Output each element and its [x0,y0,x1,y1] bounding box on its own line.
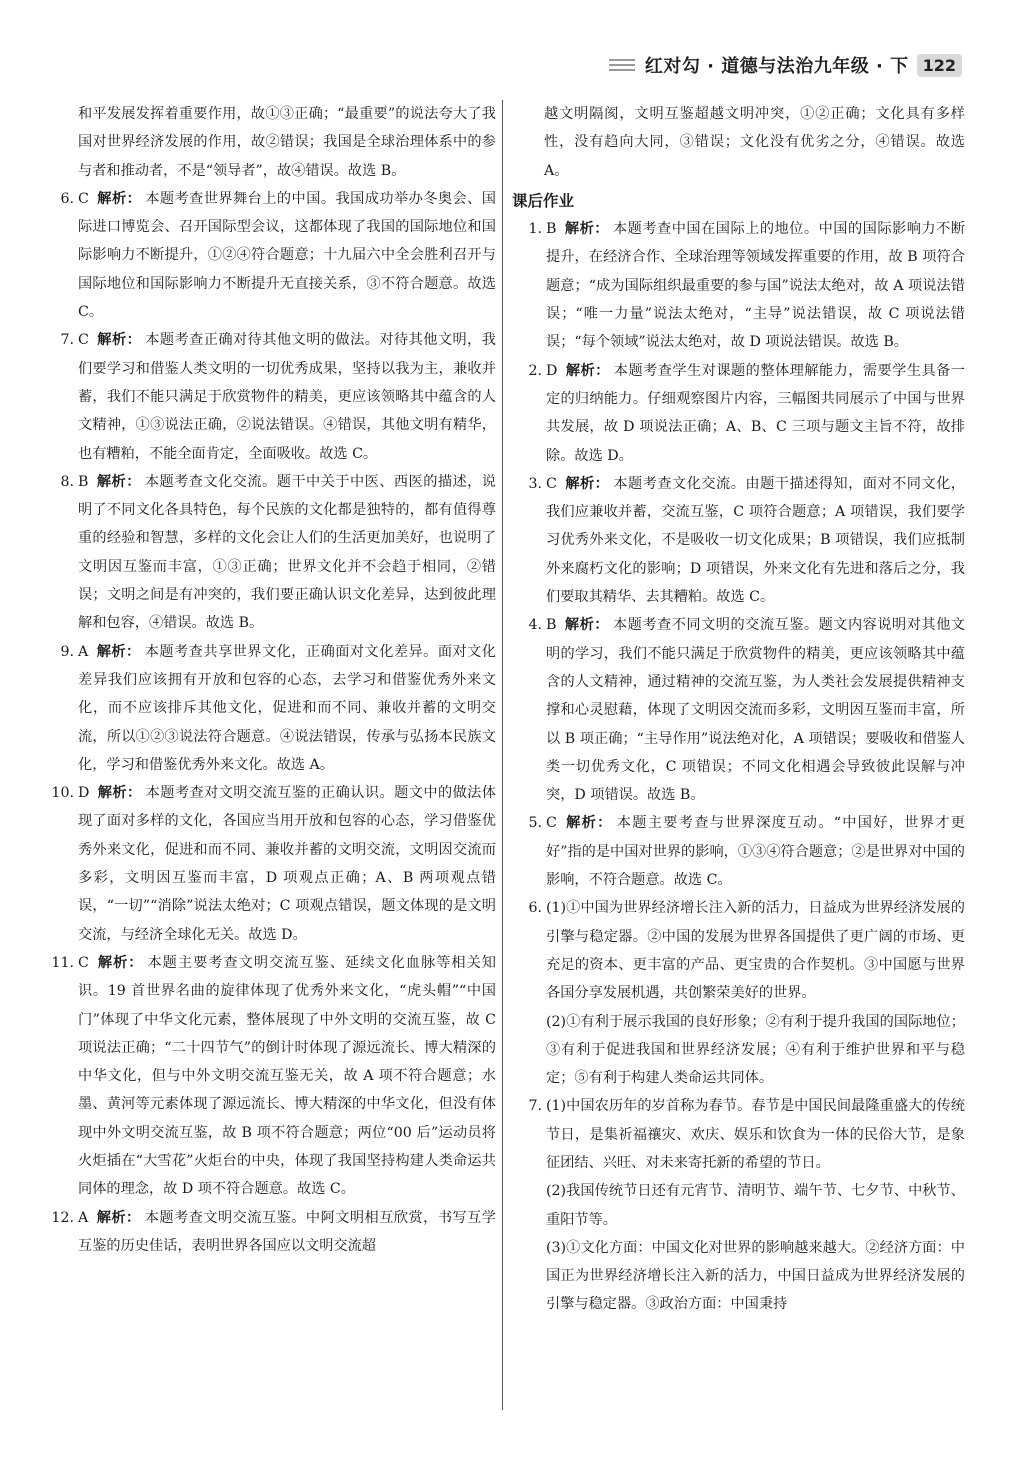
analysis-label: 解析： [96,1209,141,1226]
part-text: (2)我国传统节日还有元宵节、清明节、端午节、七夕节、中秋节、重阳节等。 [546,1183,965,1228]
part-text: (1)①中国为世界经济增长注入新的活力，日益成为世界经济发展的引擎与稳定器。②中国的发展为世界各国提供了更广阔的市场、更充足的资本、更丰富的产品、更宝贵的合作契机。③中国愿与世界各国分享发展机遇，共创繁荣美好的世界。 [546,900,965,1002]
item-number: 8. [60,473,74,490]
page-header [609,50,962,80]
continuation-text: 越文明隔阂，文明互鉴超越文明冲突，①②正确；文化具有多样性，没有趋向大同，③错误；文化没有优劣之分，④错误。故选 A。 [544,106,965,179]
answer-item [44,779,496,949]
analysis-text: 本题考查文明交流互鉴。中阿文明相互欣赏，书写互学互鉴的历史佳话，表明世界各国应以文明交流超 [78,1209,496,1254]
answer-item [510,215,965,356]
analysis-text: 本题主要考查文明交流互鉴、延续文化血脉等相关知识。19 首世界名曲的旋律体现了优秀外来文化，“虎头帽”“中国门”体现了中华文化元素，整体展现了中外文明的交流互鉴，故 C 项说法正确；“二十四节气”的倒计时体现了源远流长、博大精深的中华文化，但与中外文明交流互鉴无关，故 A 项不符合题意；水墨、黄河等元素体现了源远流长、博大精深的中华文化，但没有体现中外文明交流互鉴，故 B 项不符合题意；两位“00 后”运动员将火炬插在“大雪花”火炬台的中央，体现了我国坚持构建人类命运共同体的理念，故 D 项不符合题意。故选 C。 [78,954,496,1198]
section-title: 课后作业 [512,191,575,210]
answer-item [44,1204,496,1261]
item-number: 4. [528,617,542,634]
answer-letter: C [546,475,557,492]
analysis-text: 本题考查中国在国际上的地位。中国的国际影响力不断提升，在经济合作、全球治理等领域发挥重要的作用，故 B 项符合题意；“成为国际组织最重要的参与国”说法太绝对，故 A 项说法错误；“唯一力量”说法太绝对，“主导”说法错误，故 C 项说法错误；“每个领域”说法太绝对，故 D 项说法错误。故选 B。 [546,221,965,351]
answer-item [44,185,496,326]
analysis-text: 本题考查对文明交流互鉴的正确认识。题文中的做法体现了面对多样的文化，各国应当用开放和包容的心态，学习借鉴优秀外来文化，促进和而不同、兼收并蓄的文明交流，文明因交流而多彩，文明因互鉴而丰富，D 项观点正确；A、B 两项观点错误，“一切”“消除”说法太绝对；C 项观点错误，题文体现的是文明交流，与经济全球化无关。故选 D。 [78,785,496,943]
item-number: 7. [528,1098,542,1115]
analysis-label: 解析： [564,815,613,832]
item-number: 6. [528,900,542,917]
analysis-label: 解析： [96,643,141,660]
item-number: 11. [51,954,74,971]
answer-item [510,894,965,1092]
item-number: 10. [51,785,74,802]
answer-item [510,470,965,611]
item-number: 12. [51,1209,74,1226]
answer-letter: B [546,617,557,634]
answer-item [44,326,496,467]
answer-letter: C [78,332,89,349]
answer-item [510,611,965,809]
column-divider [502,100,503,1410]
header-lines-icon [609,59,635,71]
right-items [510,215,965,894]
answer-letter: C [78,190,89,207]
answer-item [44,468,496,638]
answer-item [510,809,965,894]
analysis-label: 解析： [96,332,142,349]
header-title: 红对勾 · 道德与法治九年级 · 下 [644,56,909,77]
page-number: 122 [917,54,962,77]
analysis-label: 解析： [564,475,610,492]
answer-letter: B [546,221,557,238]
answer-item [510,1092,965,1318]
analysis-text: 本题考查世界舞台上的中国。我国成功举办冬奥会、国际进口博览会、召开国际型会议，这都体现了我国的国际地位和国际影响力不断提升，①②④符合题意；十九届六中全会胜利召开与国际地位和国际影响力不断提升无直接关系，③不符合题意。故选 C。 [78,190,496,321]
analysis-text: 本题考查正确对待其他文明的做法。对待其他文明，我们要学习和借鉴人类文明的一切优秀成果，坚持以我为主，兼收并蓄，我们不能只满足于欣赏物件的精美，更应该领略其中蕴含的人文精神，①③说法正确，②说法错误。④错误，其他文明有精华，也有糟粕，不能全面肯定，全面吸收。故选 C。 [78,332,496,462]
answer-letter: C [546,815,557,832]
item-number: 3. [528,475,542,492]
answer-letter: A [78,1209,89,1226]
analysis-label: 解析： [97,785,142,802]
analysis-label: 解析： [564,617,609,634]
part-text: (3)①文化方面：中国文化对世界的影响越来越大。②经济方面：中国正为世界经济增长注入新的活力，中国日益成为世界经济发展的引擎与稳定器。③政治方面：中国秉持 [546,1239,965,1313]
answer-letter: C [78,954,89,971]
item-number: 9. [60,643,74,660]
answer-item [44,638,496,779]
analysis-text: 本题考查文化交流。由题干描述得知，面对不同文化，我们应兼收并蓄，交流互鉴，C 项符合题意；A 项错误，我们要学习优秀外来文化，不是吸收一切文化成果；B 项错误，我们应抵制外来腐朽文化的影响；D 项错误，外来文化有先进和落后之分，我们要取其精华、去其糟粕。故选 C。 [546,475,965,606]
analysis-text: 本题考查共享世界文化，正确面对文化差异。面对文化差异我们应该拥有开放和包容的心态，去学习和借鉴优秀外来文化，而不应该排斥其他文化，促进和而不同、兼收并蓄的文明交流，所以①②③说法符合题意。④说法错误，传承与弘扬本民族文化，学习和借鉴优秀外来文化。故选 A。 [78,643,496,773]
answer-item [44,949,496,1204]
item-number: 2. [528,362,542,379]
answer-letter: B [78,473,89,490]
left-items [44,185,496,1260]
analysis-text: 本题考查学生对课题的整体理解能力，需要学生具备一定的归纳能力。仔细观察图片内容，三幅图共同展示了中国与世界共发展，故 D 项说法正确；A、B、C 三项与题文主旨不符，故排除。故选 D。 [546,362,965,464]
right-column [510,100,965,1319]
analysis-label: 解析： [96,190,142,207]
item-number: 6. [60,190,74,207]
continuation-text: 和平发展发挥着重要作用，故①③正确；“最重要”的说法夸大了我国对世界经济发展的作用，故②错误；我国是全球治理体系中的参与者和推动者，不是“领导者”，故④错误。故选 B。 [78,106,496,179]
analysis-label: 解析： [96,473,141,490]
analysis-label: 解析： [96,954,144,971]
analysis-text: 本题主要考查与世界深度互动。“中国好，世界才更好”指的是中国对世界的影响，①③④符合题意；②是世界对中国的影响，不符合题意。故选 C。 [546,815,965,889]
analysis-label: 解析： [565,362,610,379]
answer-letter: D [78,785,90,802]
item-number: 5. [528,815,542,832]
analysis-text: 本题考查不同文明的交流互鉴。题文内容说明对其他文明的学习，我们不能只满足于欣赏物件的精美，更应该领略其中蕴含的人文精神，通过精神的交流互鉴，为人类社会发展提供精神支撑和心灵慰藉，体现了文明因交流而多彩，文明因互鉴而丰富，所以 B 项正确；“主导作用”说法绝对化，A 项错误；要吸收和借鉴人类一切优秀文化，C 项错误；不同文化相遇会导致彼此误解与冲突，D 项错误。故选 B。 [546,617,965,804]
answer-item [510,357,965,470]
analysis-text: 本题考查文化交流。题干中关于中医、西医的描述，说明了不同文化各具特色，每个民族的文化都是独特的，都有值得尊重的经验和智慧，多样的文化会让人们的生活更加美好，也说明了文明因互鉴而丰富，①③正确；世界文化并不会趋于相同，②错误；文明之间是有冲突的，我们要正确认识文化差异，达到彼此理解和包容，④错误。故选 B。 [78,473,496,632]
item-number: 7. [60,332,74,349]
part-text: (2)①有利于展示我国的良好形象；②有利于提升我国的国际地位；③有利于促进我国和世界经济发展；④有利于维护世界和平与稳定；⑤有利于构建人类命运共同体。 [546,1013,965,1087]
part-text: (1)中国农历年的岁首称为春节。春节是中国民间最隆重盛大的传统节日，是集祈福禳灾、欢庆、娱乐和饮食为一体的民俗大节，是象征团结、兴旺、对未来寄托新的希望的节日。 [546,1098,965,1171]
item-number: 1. [528,221,542,238]
left-column [44,100,496,1260]
answer-letter: A [78,643,89,660]
answer-letter: D [546,362,558,379]
analysis-label: 解析： [564,221,609,238]
